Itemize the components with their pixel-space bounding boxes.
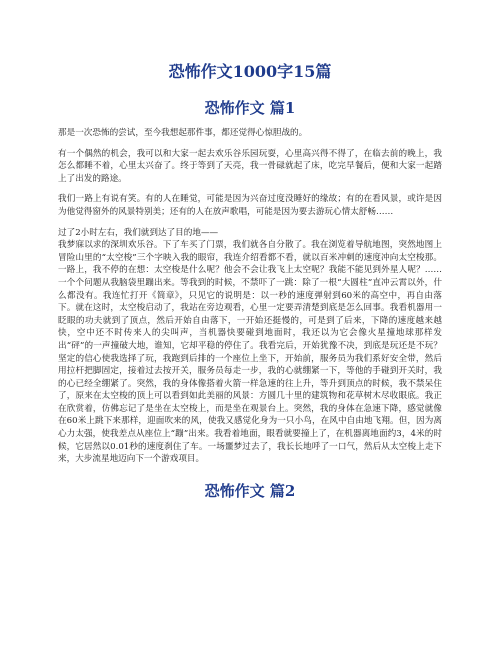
document-title: 恐怖作文1000字15篇: [168, 62, 332, 81]
paragraph: 我梦寐以求的深圳欢乐谷。下了车买了门票，我们就各自分散了。我在浏览着导航地图，突然地图上冒险山里的“太空梭”三个字映入我的眼帘，我连介绍看都不看，就以百米冲刺的速度冲向太空梭那。一路上，我不停的在想：太空梭是什么呢？他会不会让我飞上太空呢？我能不能见到外星人呢？……一个个问题从我脑袋里蹦出来。等我到的时候，不禁吓了一跳：除了一根“大圆柱”直冲云霄以外，什么都没有。我连忙打开《简章》，只见它的说明是：以一秒的速度弹射到60米的高空中，再自由落下。就在这时，太空梭启动了，我站在旁边观看，心里一定要弄清楚到底是怎么回事。我看机器用一眨眼的功夫就到了顶点，然后开始自由落下，一开始还挺慢的，可是到了后来，下降的速度越来越快，空中还不时传来人的尖叫声，当机器快要碰到地面时，我还以为它会像火星撞地球那样发出“砰”的一声撞破大地，谁知，它却平稳的停住了。我看完后，开始犹豫不决，到底是玩还是不玩？坚定的信心使我选择了玩，我跑到后排的一个座位上坐下，开始前，服务员为我们系好安全带，然后用拉杆把脚固定，接着过去按开关，服务员每走一步，我的心就绷紧一下，等他的手碰到开关时，我的心已经全绷紧了。突然，我的身体像搭着火箭一样急速的往上升，等升到顶点的时候，我不禁呆住了，原来在太空梭的顶上可以看到如此美丽的风景：方圆几十里的建筑物和花草树木尽收眼底。我正在欣赏着，仿佛忘记了是坐在太空梭上，而是坐在观景台上。突然，我的身体在急速下降，感觉就像在60米上跳下来那样，迎面吹来的风，使我又感觉化身为一只小鸟，在风中自由地飞翔。但，因为离心力太强，使我差点从座位上“蹦”出来。我看着地面，眼看就要撞上了，在机器离地面约3，4米的时候，它居然以0.01秒的速度刹住了车。一场噩梦过去了，我长长地呼了一口气，然后从太空梭上走下来，大步流星地迈向下一个游戏项目。: [58, 240, 442, 465]
paragraph: 那是一次恐怖的尝试，至今我想起那件事，都还觉得心惊胆战的。: [58, 128, 308, 138]
section-2: [58, 482, 442, 501]
paragraph: 有一个偶然的机会，我可以和大家一起去欢乐谷乐园玩耍，心里高兴得不得了，在临去前的晚上，我怎么都睡不着，心里太兴奋了。终于等到了天亮，我一骨碌就起了床，吃完早餐后，便和大家一起踏上了出发的路途。: [58, 148, 442, 184]
section-1: [58, 99, 442, 466]
section-heading: 恐怖作文 篇1: [204, 99, 296, 117]
section-heading: 恐怖作文 篇2: [204, 481, 296, 500]
paragraph: 过了2小时左右，我们就到达了目的地——: [58, 227, 219, 238]
paragraph: 我们一路上有说有笑。有的人在睡觉，可能是因为兴奋过度没睡好的缘故；有的在看风景，或许是因为他觉得窗外的风景特别美；还有的人在放声歌唱，可能是因为要去游玩心情太舒畅……: [58, 194, 442, 217]
